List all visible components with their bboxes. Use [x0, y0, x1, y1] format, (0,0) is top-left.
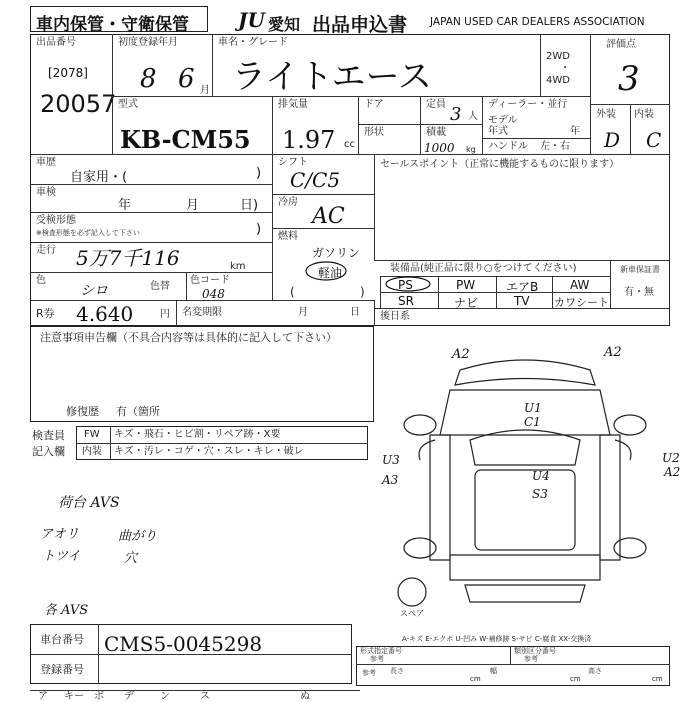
divider [420, 96, 421, 154]
shift-value: C/C5 [290, 168, 341, 192]
divider [610, 260, 611, 308]
drive-2wd: 2WD [546, 51, 570, 62]
lot-number: 20057 [40, 90, 117, 118]
load-label: 積載 [426, 127, 446, 138]
mark-windshield-2: C1 [524, 415, 541, 429]
note-aori: アオリ [40, 527, 79, 542]
divider [112, 96, 590, 97]
first-reg-label: 初度登録年月 [118, 37, 178, 48]
dim-length-unit: cm [470, 675, 481, 683]
checker-row2: キズ・汚レ・コゲ・穴・スレ・キレ・破レ [114, 446, 304, 457]
mark-front-left: A2 [452, 347, 470, 362]
divider [482, 138, 590, 139]
divider [358, 96, 359, 154]
color-code-value: 048 [202, 287, 225, 301]
equipment-ps: PS [398, 278, 413, 292]
bottom-cell-3: ボ [94, 691, 104, 702]
org-english-name: JAPAN USED CAR DEALERS ASSOCIATION [430, 16, 645, 28]
divider [212, 34, 213, 96]
displacement-unit: cc [344, 139, 355, 150]
equipment-label: 装備品(純正品に限り○をつけてください) [390, 263, 577, 274]
interior-label: 内装 [634, 109, 654, 120]
bottom-cell-1: ア [38, 691, 48, 702]
drive-dot: ・ [560, 63, 570, 74]
dealer-year-unit: 年 [570, 126, 580, 137]
formal-label: 形式指定番号 [360, 647, 402, 655]
class-label: 類別区分番号 [514, 647, 556, 655]
dealer-year: 年式 [488, 126, 508, 137]
car-name-value: ライトエース [232, 57, 432, 97]
repair-value: 有（箇所 [116, 405, 160, 418]
equipment-ps-circle [384, 276, 432, 292]
divider [482, 96, 483, 154]
exterior-value: D [604, 128, 621, 152]
chassis-label: 車台番号 [40, 633, 84, 646]
ac-label: 冷房 [278, 197, 298, 208]
checker-row2-head: 内装 [82, 446, 102, 457]
history-label: 車歴 [36, 157, 56, 168]
divider [510, 646, 511, 664]
lot-sub: [2078] [48, 66, 88, 80]
handle-label: ハンドル [488, 141, 528, 152]
storage-label: 車内保管・守衛保管 [36, 15, 189, 35]
divider [374, 308, 670, 309]
spare-label: スペア [400, 609, 424, 618]
mark-left-1: U3 [382, 453, 400, 467]
mark-roof-1: U4 [532, 469, 550, 483]
transfer-day: 日 [350, 307, 360, 318]
divider [30, 154, 670, 155]
color-change-label: 色替 [150, 281, 170, 292]
divider [590, 34, 591, 154]
bottom-cell-5: ン [160, 691, 170, 702]
car-diagram [380, 340, 670, 610]
capacity-value: 3 [450, 104, 462, 125]
inspection-month: 月 [186, 198, 200, 213]
divider [356, 664, 670, 665]
shape-label: 形状 [364, 127, 384, 138]
mileage-unit: km [230, 261, 246, 272]
dim-ref: 参考 [362, 669, 376, 677]
divider [272, 96, 273, 154]
first-reg-month-unit: 月 [200, 85, 210, 96]
received-note: ※検査形態を必ず記入して下さい [36, 229, 140, 237]
mark-left-2: A3 [382, 473, 399, 487]
mileage-value: 5万7千116 [76, 246, 180, 270]
note-tsui: トツイ [42, 549, 81, 564]
equipment-tv: TV [514, 294, 530, 308]
note-cargo: 荷台 AVS [58, 495, 120, 511]
divider [30, 212, 272, 213]
note-each: 各 AVS [44, 603, 89, 618]
received-close: ) [256, 222, 262, 237]
mark-right-1: U2 [662, 451, 680, 465]
mark-windshield-1: U1 [524, 401, 542, 415]
load-unit: kg [466, 145, 476, 154]
divider [98, 624, 99, 684]
divider [374, 154, 375, 260]
fuel-gasoline: ガソリン [312, 246, 361, 260]
dim-width: 幅 [490, 667, 497, 675]
mileage-label: 走行 [36, 245, 56, 256]
dim-width-unit: cm [570, 675, 581, 683]
model-label: 型式 [118, 99, 138, 110]
divider [272, 228, 374, 229]
divider [30, 300, 374, 301]
score-label: 評価点 [606, 39, 636, 50]
model-value: KB-CM55 [120, 125, 251, 154]
capacity-unit: 人 [468, 111, 478, 122]
recycle-value: 4.640 [76, 302, 134, 326]
divider [496, 276, 497, 308]
first-reg-month: 6 [178, 64, 195, 94]
color-label: 色 [36, 275, 46, 286]
load-value: 1000 [424, 141, 455, 155]
divider [380, 276, 381, 308]
bottom-cell-2: キー [64, 691, 84, 702]
document-title: 出品申込書 [312, 14, 408, 36]
divider [176, 300, 177, 326]
equipment-leather: カワシート [554, 296, 609, 309]
chassis-value: CMS5-0045298 [104, 632, 263, 656]
new-warranty-value: 有・無 [624, 287, 654, 298]
recycle-label: R券 [36, 307, 55, 320]
fuel-bracket-open: ( [290, 285, 295, 299]
divider [380, 292, 610, 293]
displacement-value: 1.97 [282, 126, 336, 154]
repair-label: 修復歴 [66, 405, 99, 418]
rear-seat-label: 後日系 [380, 311, 410, 322]
damage-legend: A-キズ E-エクボ U-凹み W-補修跡 S-サビ C-腐食 XX-交換済 [402, 635, 592, 643]
sales-point-label: セールスポイント（正常に機能するものに限ります） [380, 159, 620, 170]
score-value: 3 [618, 59, 640, 99]
divider [374, 300, 375, 326]
notes-label: 注意事項申告欄（不具合内容等は具体的に記入して下さい） [40, 331, 337, 344]
inspection-day: 日) [240, 198, 259, 213]
inspection-year: 年 [118, 198, 132, 213]
divider [358, 124, 482, 125]
first-reg-year: 8 [140, 64, 157, 94]
equipment-airbag: エアB [506, 280, 539, 294]
displacement-label: 排気量 [278, 99, 308, 110]
divider [76, 443, 368, 444]
checker-label-1: 検査員 [32, 429, 65, 442]
dim-height: 高さ [588, 667, 602, 675]
divider [30, 184, 272, 185]
mark-front-right: A2 [604, 345, 622, 360]
ac-value: AC [312, 204, 345, 229]
note-hole: 穴 [124, 551, 138, 566]
doors-label: ドア [364, 99, 384, 110]
divider [540, 34, 541, 96]
bottom-cell-6: ス [200, 691, 210, 702]
transfer-label: 名変期限 [182, 307, 222, 318]
capacity-label: 定員 [426, 99, 446, 110]
color-value: シロ [80, 283, 108, 299]
divider [272, 154, 273, 300]
checker-label-2: 記入欄 [32, 445, 65, 458]
equipment-navi: ナビ [454, 296, 479, 310]
new-warranty-label: 新車保証書 [620, 265, 660, 274]
class-ref: 参考 [524, 655, 538, 663]
mark-right-2: A2 [664, 465, 681, 479]
lot-label: 出品番号 [36, 37, 76, 48]
divider [272, 194, 374, 195]
color-code-label: 色コード [190, 275, 230, 286]
formal-box [356, 646, 670, 686]
divider [438, 276, 439, 308]
car-name-label: 車名・グレード [218, 37, 288, 48]
fuel-circle [304, 260, 348, 282]
dealer-label: ディーラー・並行 [488, 99, 568, 110]
fuel-label: 燃料 [278, 231, 298, 242]
fuel-bracket-close: ) [360, 285, 365, 299]
mark-roof-2: S3 [532, 487, 548, 501]
bottom-cell-4: デ [124, 691, 134, 702]
dim-length: 長さ [390, 667, 404, 675]
recycle-unit: 円 [160, 309, 170, 320]
equipment-aw: AW [570, 278, 590, 292]
equipment-sr: SR [398, 294, 414, 308]
interior-value: C [646, 128, 662, 152]
divider [30, 242, 272, 243]
checker-row1: キズ・飛石・ヒビ割・リペア跡・X要 [114, 429, 281, 440]
checker-row1-head: FW [84, 429, 100, 440]
formal-ref: 参考 [370, 655, 384, 663]
drive-4wd: 4WD [546, 75, 570, 86]
inspection-label: 車検 [36, 187, 56, 198]
dealer-model: モデル [488, 115, 518, 126]
received-label: 受検形態 [36, 215, 76, 226]
dim-height-unit: cm [652, 675, 663, 683]
divider [110, 426, 111, 460]
bottom-cell-7: ぬ [300, 691, 310, 702]
divider [186, 272, 187, 300]
org-name: 愛知 [268, 15, 301, 34]
shift-label: シフト [278, 157, 308, 168]
divider [30, 272, 272, 273]
divider [630, 104, 631, 154]
divider [374, 260, 670, 261]
equipment-pw: PW [456, 278, 476, 292]
registration-label: 登録番号 [40, 663, 84, 676]
history-value: 自家用・( [70, 170, 128, 185]
divider [552, 276, 553, 308]
handle-options: 左・右 [540, 141, 570, 152]
fuel-diesel: 軽油 [318, 266, 343, 280]
ju-logo: JU [238, 8, 265, 32]
history-close: ) [256, 166, 262, 181]
exterior-label: 外装 [596, 109, 616, 120]
transfer-month: 月 [298, 307, 308, 318]
note-bend: 曲がり [118, 529, 158, 544]
